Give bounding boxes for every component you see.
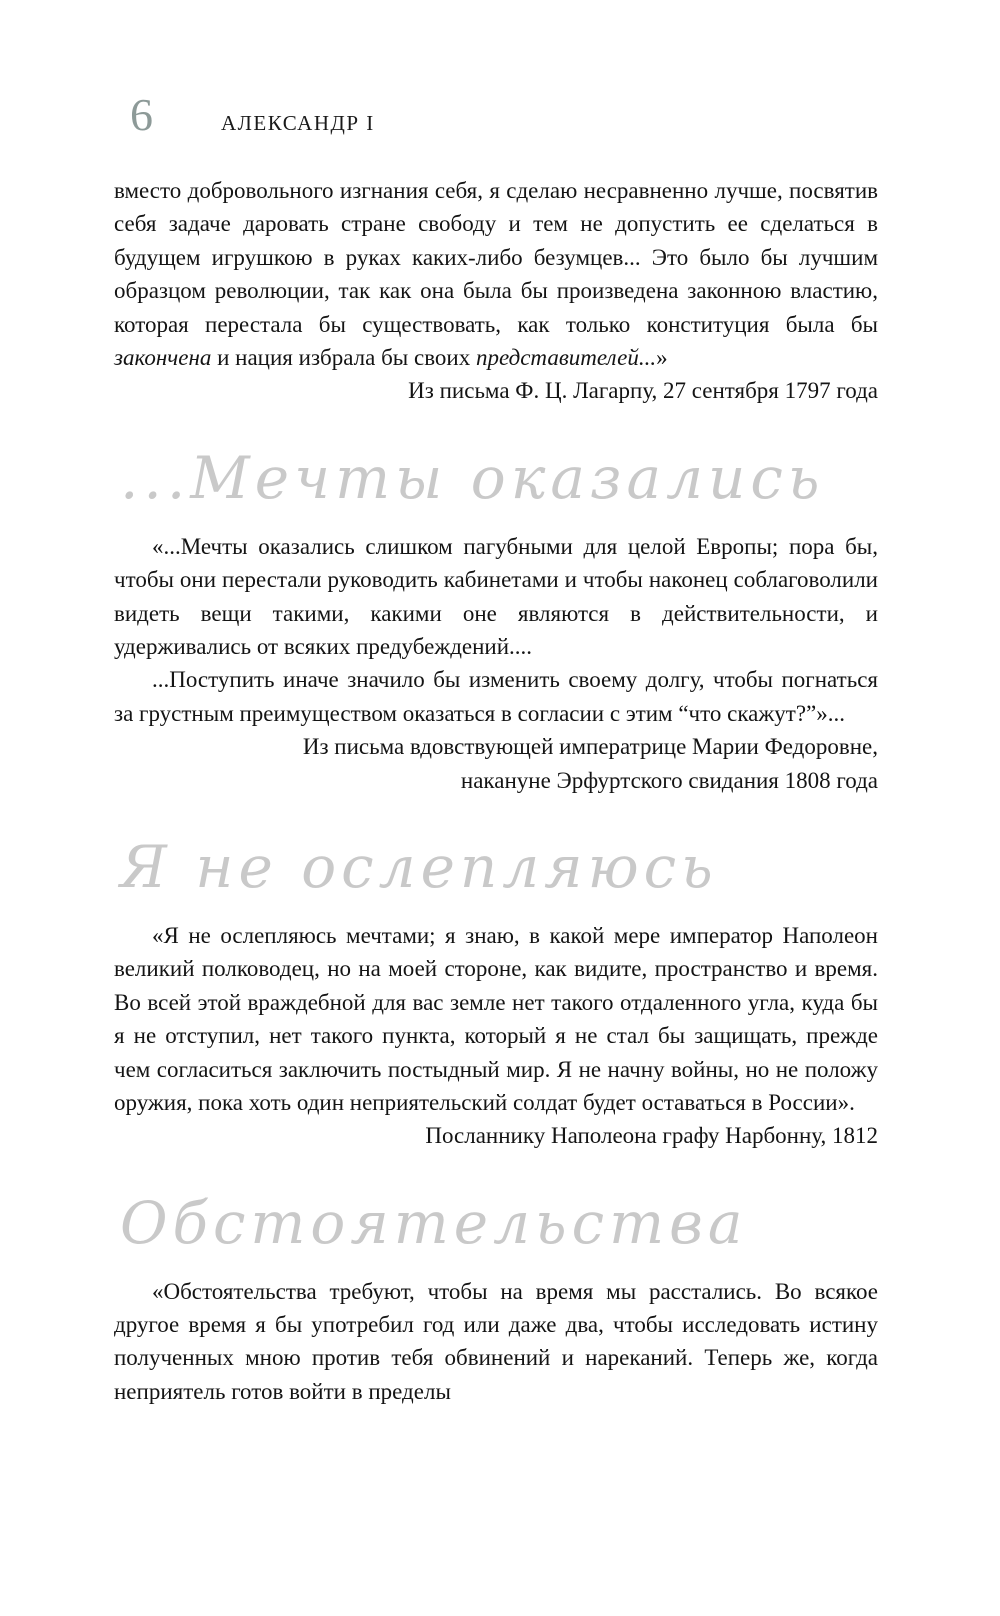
quote-paragraph: «Обстоятельства требуют, чтобы на время мы расстались. Во всякое другое время я бы употребил год или даже два, чтобы исследовать истину полученных мною против тебя обвинений и нареканий. Теперь же, когда неприятель готов войти в пределы — [114, 1278, 878, 1404]
quote-paragraph: «Я не ослепляюсь мечтами; я знаю, в какой мере император Наполеон великий полководец, но на моей стороне, как видите, пространство и время. Во всей этой враждебной для вас земле нет такого отдаленного угла, куда бы я не отступил, нет такого пункта, который я не стал бы защищать, прежде чем согласиться заключить постыдный мир. Я не начну войны, но не положу оружия, пока хоть один неприятельский солдат будет оставаться в России». — [114, 922, 878, 1115]
attribution-line: Из письма вдовствующей императрице Марии Федоровне, — [302, 734, 878, 760]
section-script-heading-mechty: ...Мечты оказались — [120, 443, 825, 512]
page-header — [114, 89, 878, 140]
attribution-line: Посланнику Наполеона графу Нарбонну, 1812 — [425, 1123, 878, 1149]
section-script-heading-obstoyatelstva: Обстоятельства — [120, 1188, 748, 1257]
section-script-heading-ne-osleplyayus: Я не ослепляюсь — [120, 832, 718, 901]
quote-paragraph: вместо добровольного изгнания себя, я сделаю несравненно лучше, посвятив себя задаче даровать стране свободу и тем не допустить ее сделаться в будущем игрушкою в руках каких-либо безумцев... Это было бы лучшим образцом революции, так как она была бы произведена законною властию, которая перестала бы существовать, как только конституция была бы закончена и нация избрала бы своих представителей...» — [114, 178, 878, 371]
attribution-line: накануне Эрфуртского свидания 1808 года — [460, 767, 878, 793]
quote-paragraph: «...Мечты оказались слишком пагубными для целой Европы; пора бы, чтобы они перестали руководить кабинетами и чтобы наконец соблаговолили видеть вещи такими, какими оне являются в действительности, и удерживались от всяких предубеждений.... — [114, 533, 878, 659]
page-number: 6 — [130, 89, 153, 140]
running-header: АЛЕКСАНДР I — [221, 111, 375, 135]
attribution-line: Из письма Ф. Ц. Лагарпу, 27 сентября 1797 года — [408, 378, 878, 404]
quote-paragraph: ...Поступить иначе значило бы изменить своему долгу, чтобы погнаться за грустным преимуществом оказаться в согласии с этим “что скажут?”»... — [114, 667, 878, 726]
